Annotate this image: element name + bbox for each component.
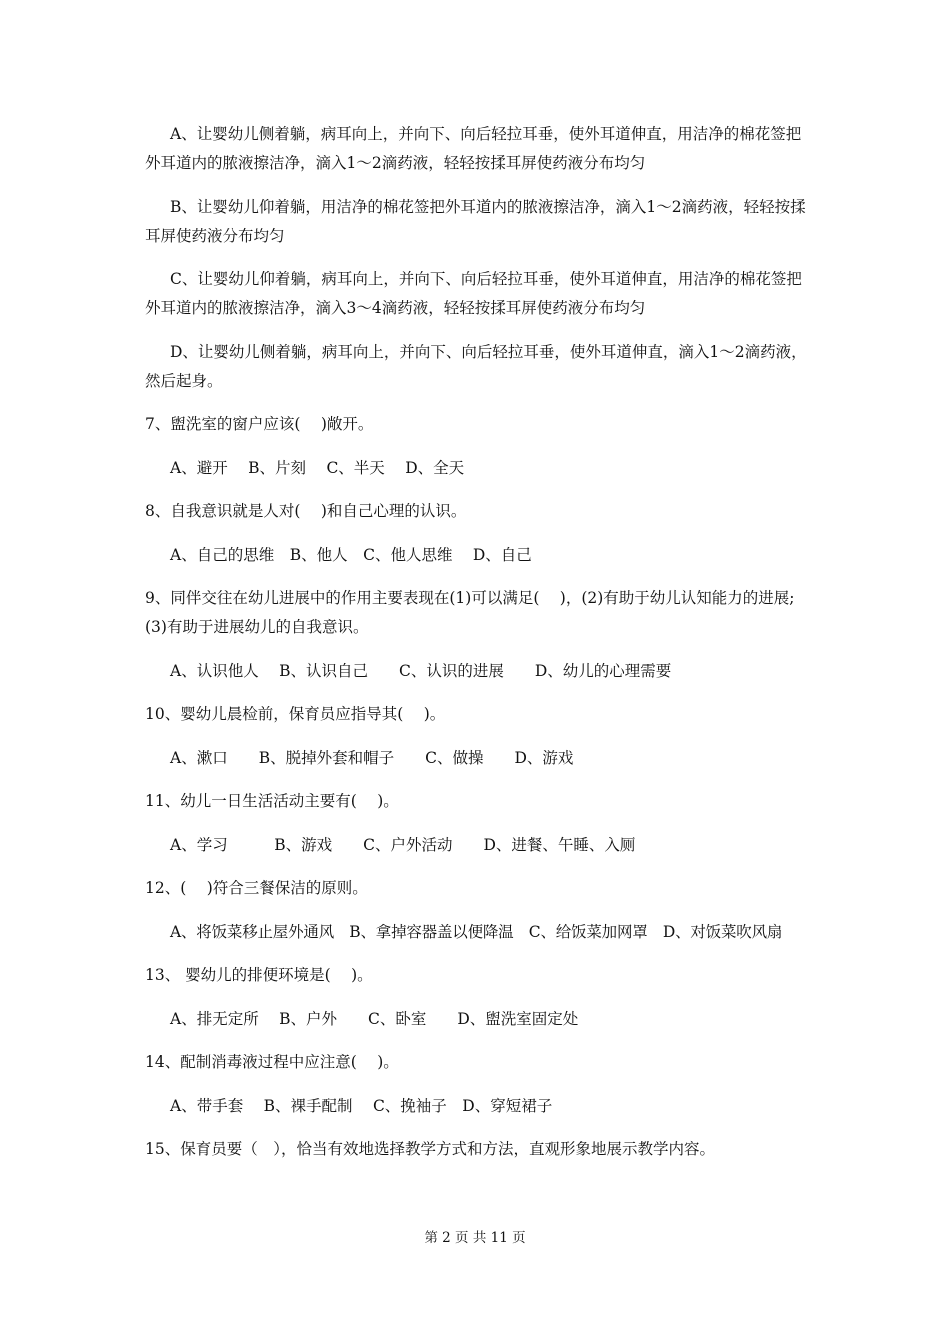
options-12: A、将饭菜移止屋外通风 B、拿掉容器盖以便降温 C、给饭菜加网罩 D、对饭菜吹风扇 xyxy=(170,922,783,941)
options-11: A、学习 B、游戏 C、户外活动 D、进餐、午睡、入厕 xyxy=(170,835,636,854)
option-block: A、让婴幼儿侧着躺，病耳向上，并向下、向后轻拉耳垂，使外耳道伸直，用洁净的棉花签把外耳道内的脓液擦洁净，滴入1～2滴药液，轻轻按揉耳屏使药液分布均匀 xyxy=(145,125,802,172)
options-13: A、排无定所 B、户外 C、卧室 D、盥洗室固定处 xyxy=(170,1009,579,1028)
page-content xyxy=(145,120,810,1164)
option-block: C、让婴幼儿仰着躺，病耳向上，并向下、向后轻拉耳垂，使外耳道伸直，用洁净的棉花签把外耳道内的脓液擦洁净，滴入3～4滴药液，轻轻按揉耳屏使药液分布均匀 xyxy=(145,270,802,317)
options-7: A、避开 B、片刻 C、半天 D、全天 xyxy=(170,458,465,477)
question-11: 11、幼儿一日生活活动主要有( )。 xyxy=(145,792,399,810)
option-block: D、让婴幼儿侧着躺，病耳向上，并向下、向后轻拉耳垂，使外耳道伸直，滴入1～2滴药液，然后起身。 xyxy=(145,342,807,390)
question-9: 9、同伴交往在幼儿进展中的作用主要表现在(1)可以满足( )，(2)有助于幼儿认知能力的进展;(3)有助于进展幼儿的自我意识。 xyxy=(145,589,795,636)
question-13: 13、 婴幼儿的排便环境是( )。 xyxy=(145,966,373,984)
question-15: 15、保育员要（ ），恰当有效地选择教学方式和方法，直观形象地展示教学内容。 xyxy=(145,1140,715,1158)
option-block: B、让婴幼儿仰着躺，用洁净的棉花签把外耳道内的脓液擦洁净，滴入1～2滴药液，轻轻按揉耳屏使药液分布均匀 xyxy=(145,197,806,245)
options-8: A、自己的思维 B、他人 C、他人思维 D、自己 xyxy=(170,545,532,564)
question-12: 12、( )符合三餐保洁的原则。 xyxy=(145,879,368,897)
page-footer: 第 2 页 共 11 页 xyxy=(424,1230,526,1246)
options-14: A、带手套 B、裸手配制 C、挽袖子 D、穿短裙子 xyxy=(170,1096,553,1115)
question-10: 10、婴幼儿晨检前，保育员应指导其( )。 xyxy=(145,705,446,723)
question-7: 7、盥洗室的窗户应该( )敞开。 xyxy=(145,415,374,433)
options-10: A、漱口 B、脱掉外套和帽子 C、做操 D、游戏 xyxy=(170,748,574,767)
question-14: 14、配制消毒液过程中应注意( )。 xyxy=(145,1053,399,1071)
options-9: A、认识他人 B、认识自己 C、认识的进展 D、幼儿的心理需要 xyxy=(170,661,672,680)
question-8: 8、自我意识就是人对( )和自己心理的认识。 xyxy=(145,502,467,520)
